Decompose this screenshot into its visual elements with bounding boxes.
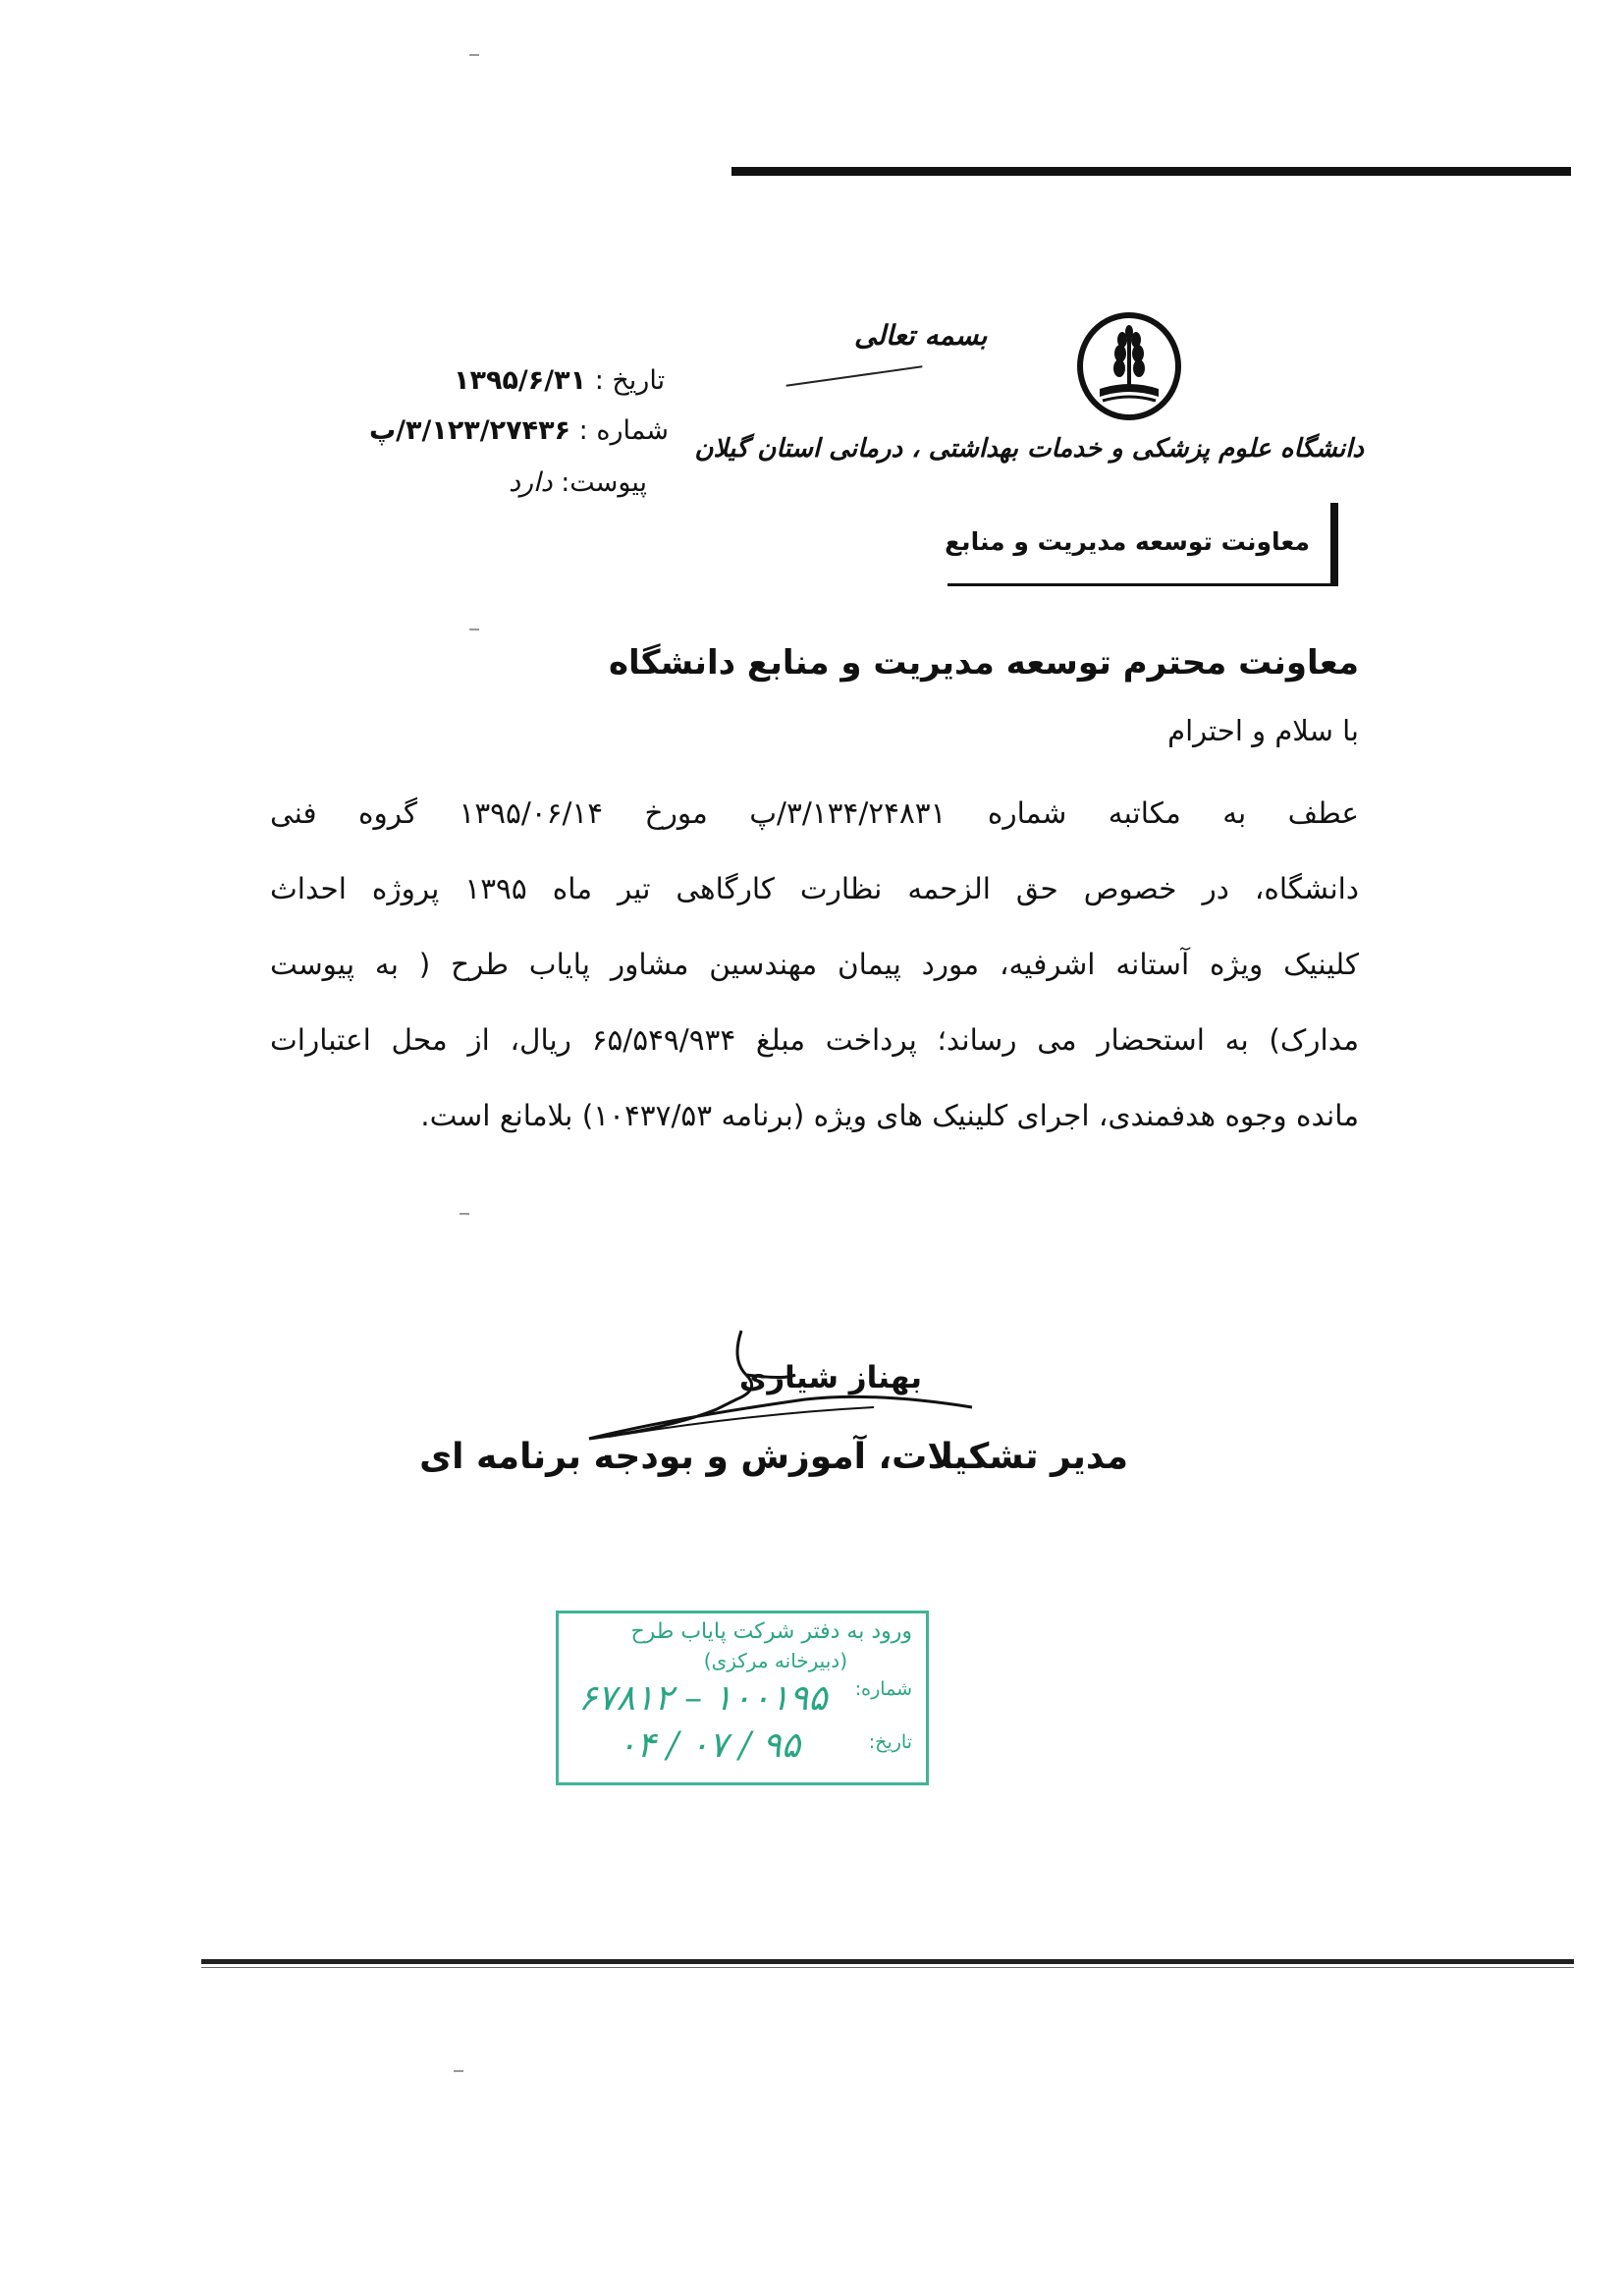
- basmala: بسمه تعالی: [854, 319, 988, 352]
- attachment-label: پیوست:: [561, 467, 648, 498]
- department-name: معاونت توسعه مدیریت و منابع: [945, 527, 1310, 556]
- body-line: دانشگاه، در خصوص حق الزحمه نظارت کارگاهی تیر ماه ۱۳۹۵ پروژه احداث: [270, 872, 1360, 905]
- scan-speck: [460, 1213, 469, 1215]
- basmala-stroke: [786, 365, 923, 386]
- receipt-stamp: [556, 1611, 929, 1785]
- recipient: معاونت محترم توسعه مدیریت و منابع دانشگاه: [608, 643, 1359, 683]
- body-line: مانده وجوه هدفمندی، اجرای کلینیک های ویژه (برنامه ۱۰۴۳۷/۵۳) بلامانع است.: [420, 1099, 1359, 1132]
- date-label: تاریخ :: [594, 365, 666, 396]
- footer-rule: [201, 1959, 1574, 1964]
- number-value: ۳/۱۲۳/۲۷۴۳۶/پ: [369, 415, 571, 446]
- body-line: مدارک) به استحضار می رساند؛ پرداخت مبلغ ۶۵/۵۴۹/۹۳۴ ریال، از محل اعتبارات: [270, 1023, 1359, 1057]
- signatory-title: مدیر تشکیلات، آموزش و بودجه برنامه ای: [419, 1437, 1128, 1477]
- stamp-date-label: تاریخ:: [868, 1731, 912, 1753]
- attachment-value: دارد: [509, 467, 553, 498]
- footer-rule-thin: [201, 1967, 1574, 1968]
- attachment-field: [509, 467, 647, 498]
- number-label: شماره :: [578, 415, 669, 446]
- university-emblem-icon: [1075, 312, 1183, 420]
- header-rule: [731, 167, 1571, 176]
- stamp-line1: ورود به دفتر شرکت پایاب طرح: [630, 1619, 912, 1644]
- scan-speck: [469, 629, 479, 630]
- scan-speck: [469, 54, 479, 56]
- body-line: عطف به مکاتبه شماره ۳/۱۳۴/۲۴۸۳۱/پ مورخ ۱۳۹۵/۰۶/۱۴ گروه فنی: [270, 796, 1360, 830]
- stamp-number-label: شماره:: [854, 1678, 912, 1700]
- stamp-number-value: ۱۰۰۱۹۵ – ۶۷۸۱۲: [578, 1678, 828, 1719]
- signatory-name: بهناز شیاری: [738, 1360, 922, 1395]
- university-name: دانشگاه علوم پزشکی و خدمات بهداشتی ، درمانی استان گیلان: [694, 434, 1364, 464]
- stamp-line2: (دبیرخانه مرکزی): [703, 1649, 847, 1672]
- greeting: با سلام و احترام: [1167, 714, 1359, 747]
- stamp-date-value: ۹۵ / ۰۷ / ۰۴: [618, 1725, 801, 1766]
- date-value: ۱۳۹۵/۶/۳۱: [454, 365, 587, 396]
- date-field: [454, 365, 665, 396]
- body-line: کلینیک ویژه آستانه اشرفیه، مورد پیمان مهندسین مشاور پایاب طرح ( به پیوست: [270, 948, 1359, 981]
- scan-speck: [454, 2070, 463, 2072]
- number-field: [369, 415, 669, 446]
